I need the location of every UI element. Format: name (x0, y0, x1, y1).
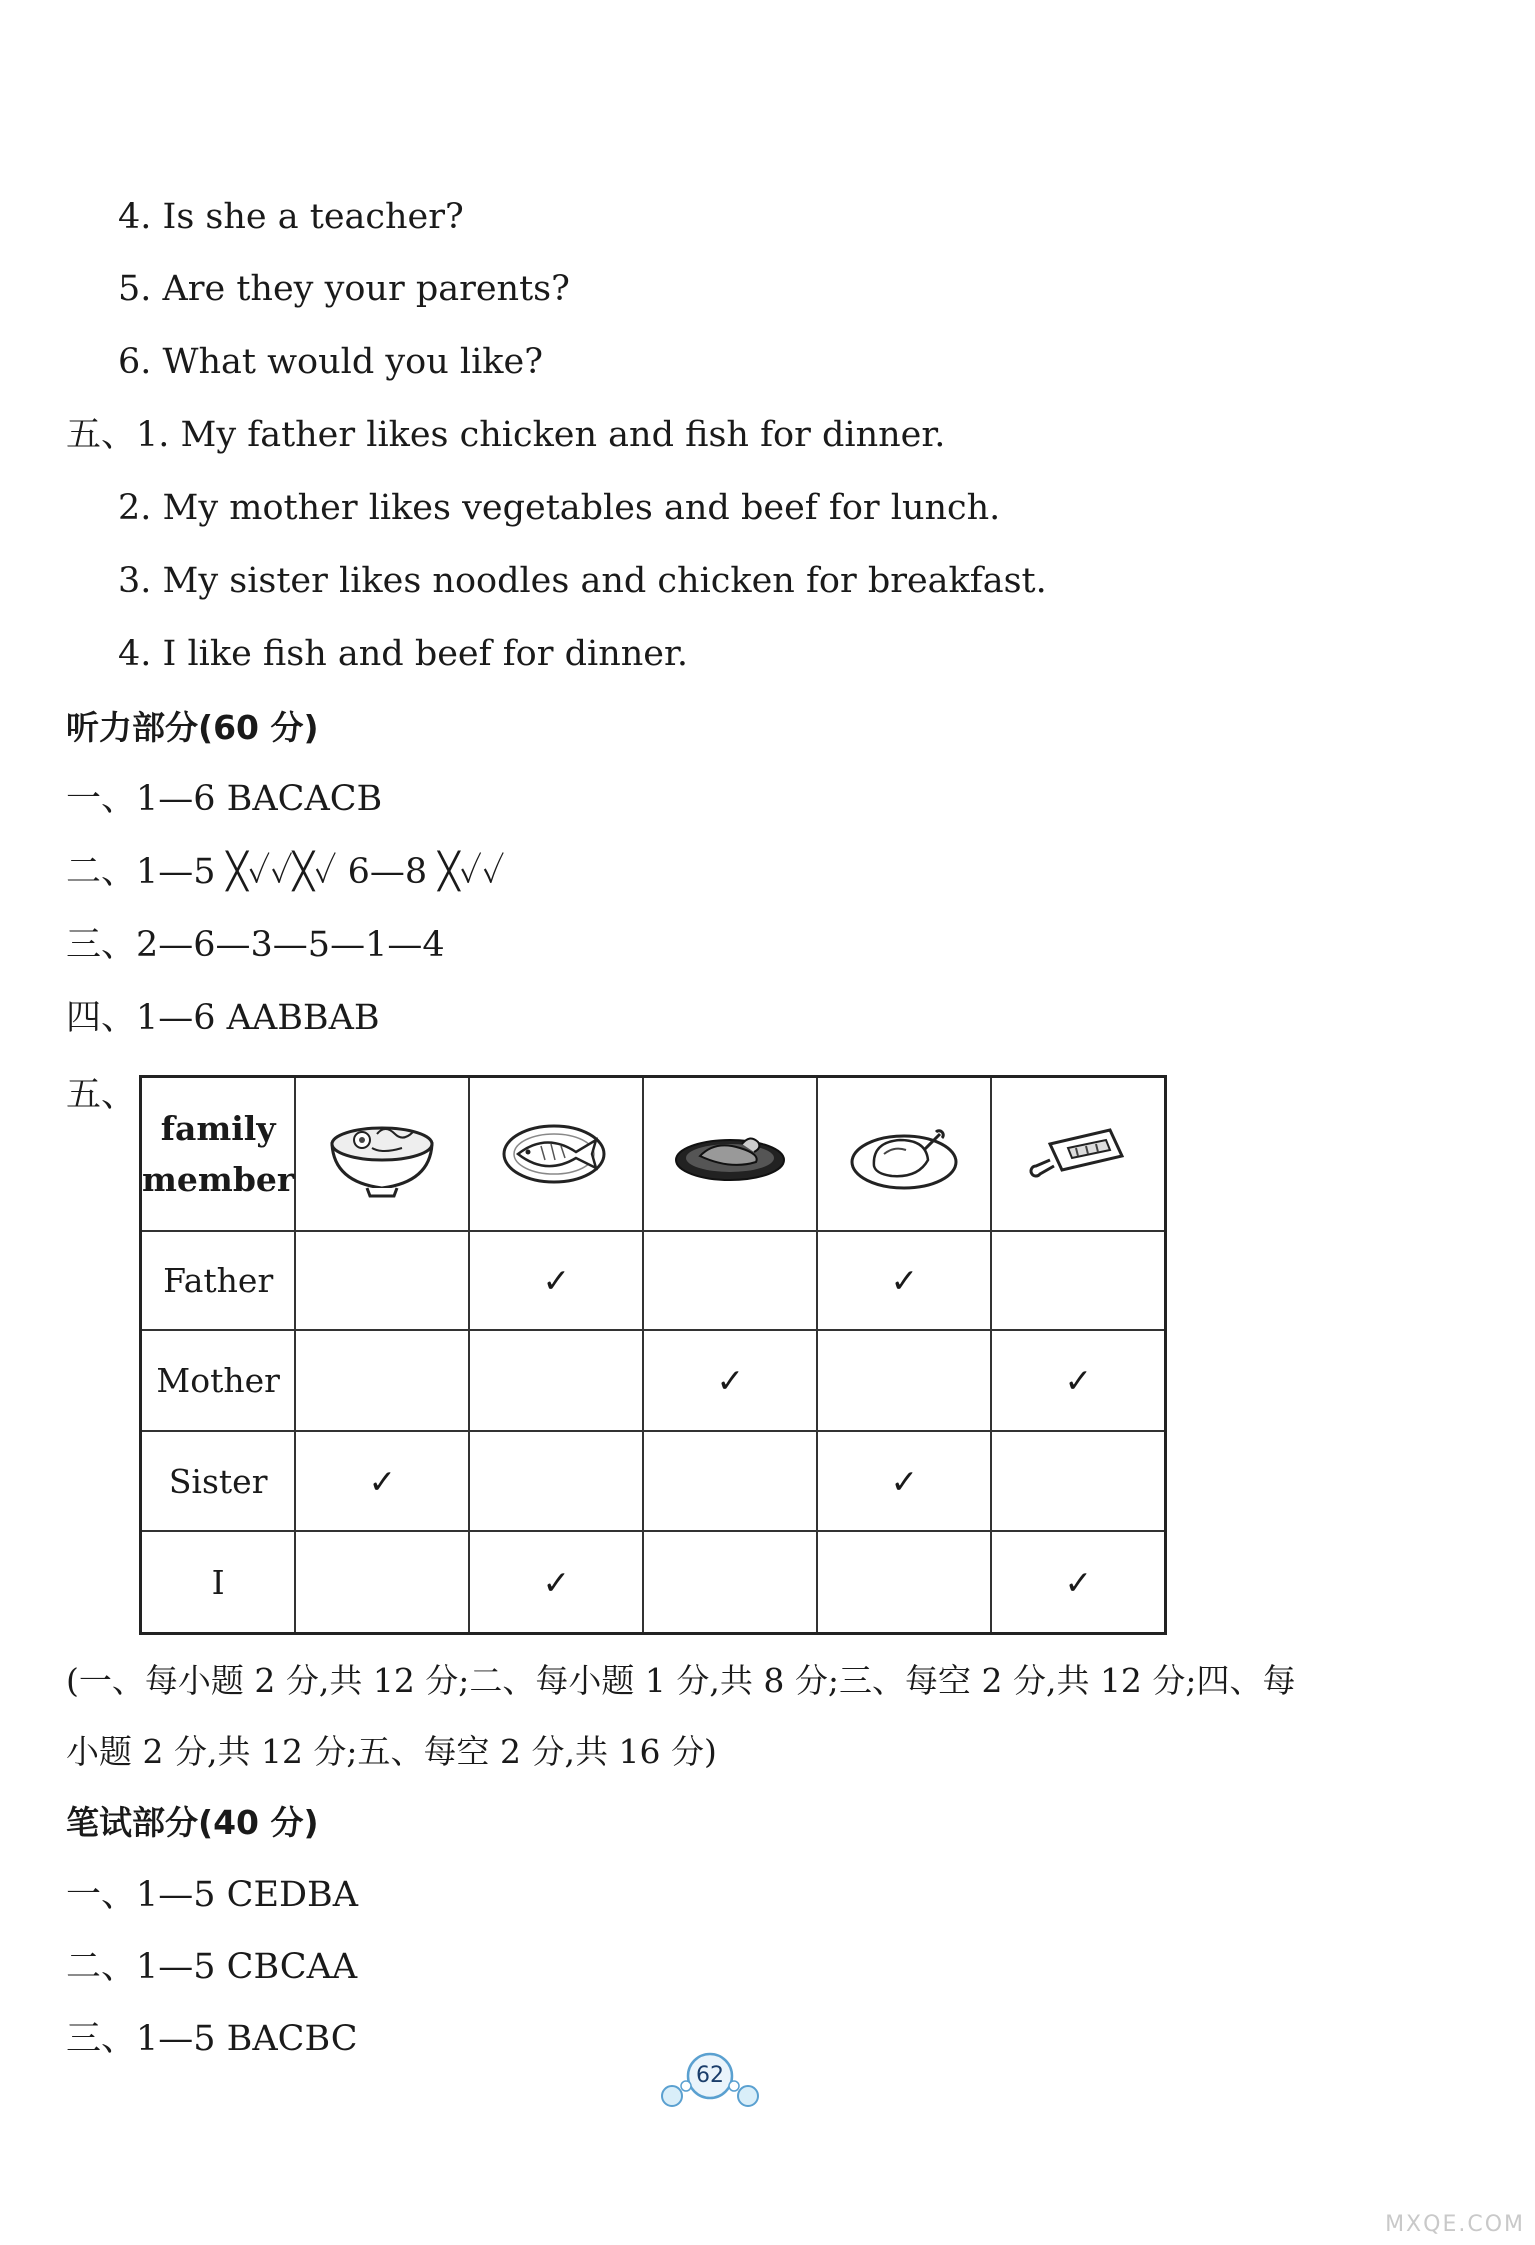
check-cell: ✓ (469, 1531, 643, 1634)
section-heading-listening: 听力部分(60 分) (66, 708, 319, 747)
table-row (141, 1231, 1166, 1330)
section-heading-written: 笔试部分(40 分) (66, 1803, 319, 1842)
table-row (141, 1531, 1166, 1634)
page-number-badge (650, 2050, 770, 2110)
page-number: 62 (696, 2063, 724, 2088)
check-cell (991, 1431, 1166, 1531)
check-cell (643, 1531, 817, 1634)
check-cell: ✓ (817, 1431, 991, 1531)
vegetable-board-icon (1018, 1104, 1138, 1204)
check-cell (817, 1531, 991, 1634)
member-cell: Mother (141, 1330, 296, 1431)
answer-line: 二、1—5 ╳✓✓╳✓ 6—8 ╳✓✓ (66, 852, 505, 892)
answer-label: 五、 (66, 1075, 137, 1115)
check-cell: ✓ (991, 1330, 1166, 1431)
check-cell (295, 1231, 469, 1330)
answer-line: 4. I like fish and beef for dinner. (118, 634, 689, 674)
answer-line: 6. What would you like? (118, 342, 543, 382)
answer-line: 5. Are they your parents? (118, 269, 570, 309)
check-cell: ✓ (643, 1330, 817, 1431)
food-header-cell (295, 1077, 469, 1232)
member-cell: Sister (141, 1431, 296, 1531)
answer-line: 四、1—6 AABBAB (66, 998, 380, 1038)
food-preference-table (139, 1075, 1167, 1635)
food-header-cell (643, 1077, 817, 1232)
check-cell: ✓ (295, 1431, 469, 1531)
scoring-note: 小题 2 分,共 12 分;五、每空 2 分,共 16 分) (66, 1732, 717, 1771)
food-header-cell (817, 1077, 991, 1232)
table-row (141, 1431, 1166, 1531)
answer-line: 五、1. My father likes chicken and fish for dinner. (66, 415, 946, 455)
answer-line: 二、1—5 CBCAA (66, 1947, 358, 1987)
answer-line: 2. My mother likes vegetables and beef for lunch. (118, 488, 1001, 528)
beef-plate-icon (670, 1104, 790, 1204)
scoring-note: (一、每小题 2 分,共 12 分;二、每小题 1 分,共 8 分;三、每空 2 分,共 12 分;四、每 (66, 1661, 1296, 1700)
answer-line: 4. Is she a teacher? (118, 197, 464, 237)
check-cell (991, 1231, 1166, 1330)
check-cell (817, 1330, 991, 1431)
check-cell (295, 1330, 469, 1431)
answer-line: 三、2—6—3—5—1—4 (66, 925, 445, 965)
answer-line: 3. My sister likes noodles and chicken for breakfast. (118, 561, 1047, 601)
noodle-bowl-icon (322, 1104, 442, 1204)
food-header-cell (469, 1077, 643, 1232)
member-cell: Father (141, 1231, 296, 1330)
check-cell (469, 1330, 643, 1431)
check-cell: ✓ (991, 1531, 1166, 1634)
check-cell: ✓ (817, 1231, 991, 1330)
member-cell: I (141, 1531, 296, 1634)
answer-line: 一、1—6 BACACB (66, 779, 383, 819)
header-text: family (160, 1108, 276, 1148)
table-header-cell (141, 1077, 296, 1232)
watermark: MXQE.COM (1385, 2212, 1525, 2237)
check-cell (295, 1531, 469, 1634)
answer-line: 三、1—5 BACBC (66, 2019, 358, 2059)
check-cell (469, 1431, 643, 1531)
check-cell: ✓ (469, 1231, 643, 1330)
header-text: member (142, 1160, 295, 1199)
check-cell (643, 1431, 817, 1531)
food-header-cell (991, 1077, 1166, 1232)
table-row (141, 1330, 1166, 1431)
fish-plate-icon (496, 1104, 616, 1204)
chicken-plate-icon (844, 1104, 964, 1204)
check-cell (643, 1231, 817, 1330)
answer-line: 一、1—5 CEDBA (66, 1875, 359, 1915)
